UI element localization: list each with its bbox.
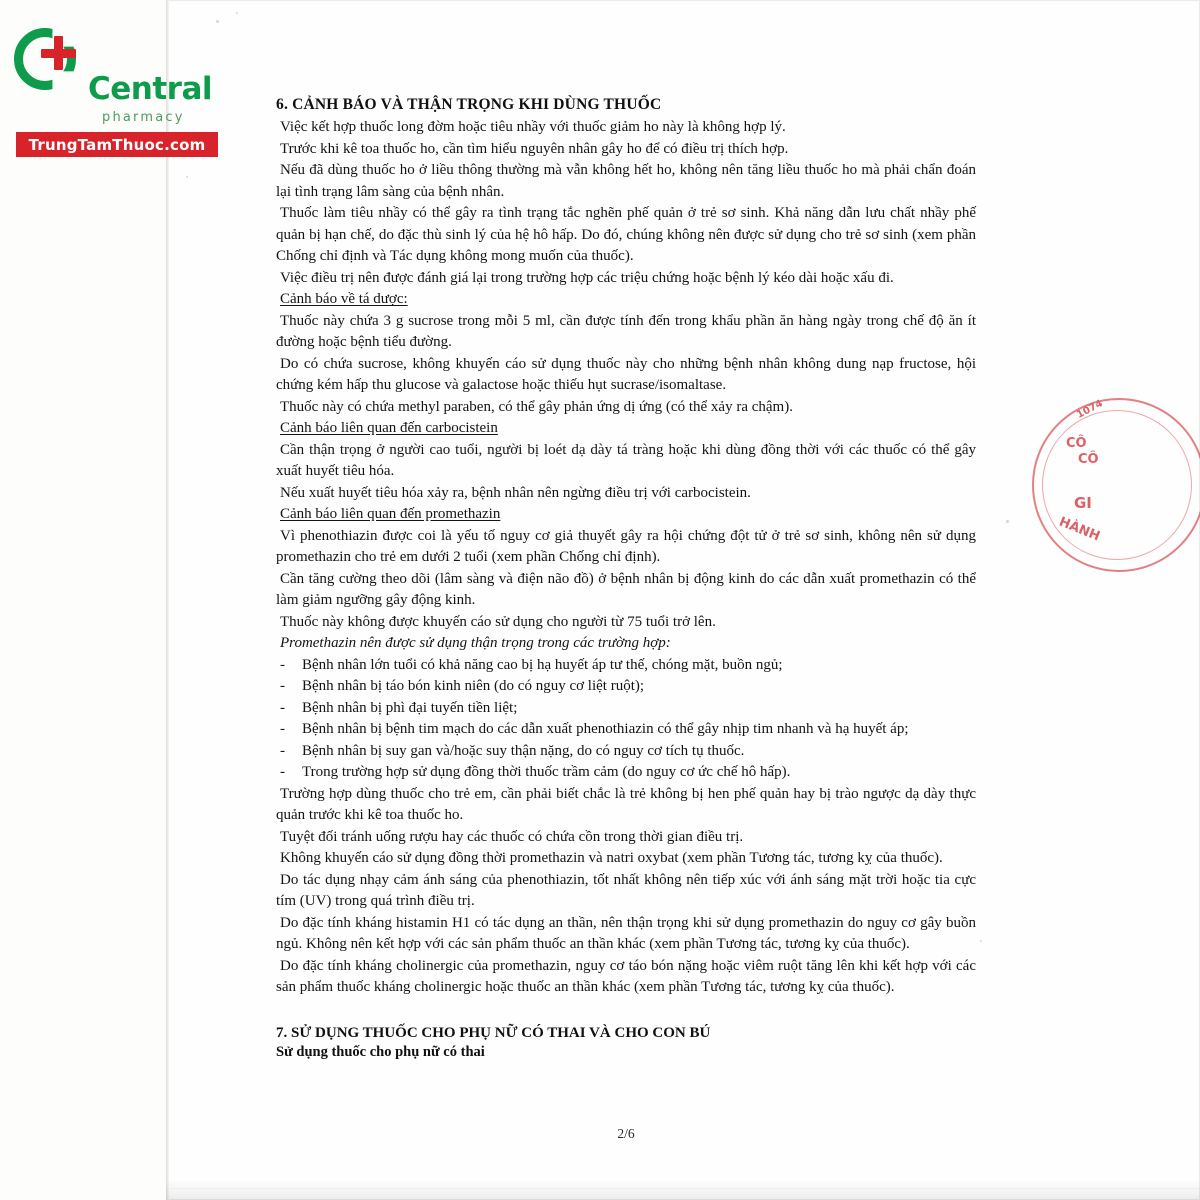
paragraph: Do đặc tính kháng histamin H1 có tác dụng an thần, nên thận trọng khi sử dụng promethazin do nguy cơ gây buồn ngủ. Không nên kết hợp với các sản phẩm thuốc an thần khác (xem phần Tương tác, tương kỵ của thuốc). bbox=[276, 914, 976, 952]
stamp-line-1: 1074 bbox=[1075, 398, 1105, 421]
paragraph: Trường hợp dùng thuốc cho trẻ em, cần phải biết chắc là trẻ không bị hen phế quản hay bị trào ngược dạ dày thực quản trước khi kê toa thuốc ho. bbox=[276, 785, 976, 823]
brand-name: Central bbox=[88, 71, 212, 107]
paragraph: Trước khi kê toa thuốc ho, cần tìm hiểu nguyên nhân gây ho để có điều trị thích hợp. bbox=[280, 140, 789, 157]
stamp-line-5: HÀNH bbox=[1056, 514, 1102, 545]
subheading-excipient-warning: Cảnh báo về tá dược: bbox=[280, 291, 408, 307]
paragraph: Tuyệt đối tránh uống rượu hay các thuốc có chứa cồn trong thời gian điều trị. bbox=[280, 828, 744, 845]
stamp-inner-ring bbox=[1042, 410, 1192, 560]
paragraph: Do có chứa sucrose, không khuyến cáo sử dụng thuốc này cho những bệnh nhân không dung nạp fructose, hội chứng kém hấp thu glucose và galactose hoặc thiếu hụt sucrase/isomaltase. bbox=[276, 355, 976, 393]
paragraph: Nếu đã dùng thuốc ho ở liều thông thường mà vẫn không hết ho, không nên tăng liều thuốc ho mà phải chẩn đoán lại tình trạng lâm sàng của bệnh nhân. bbox=[276, 162, 976, 200]
scan-speck bbox=[186, 176, 188, 178]
paragraph: Do đặc tính kháng cholinergic của promethazin, nguy cơ táo bón nặng hoặc viêm ruột tăng lên khi kết hợp với các sản phẩm thuốc kháng cholinergic hoặc thuốc an thần khác (xem phần Tương tác, tương kỵ của thuốc). bbox=[276, 957, 976, 995]
central-pharmacy-logo-icon bbox=[14, 28, 80, 94]
paragraph: Thuốc làm tiêu nhầy có thể gây ra tình trạng tắc nghẽn phế quản ở trẻ sơ sinh. Khả năng dẫn lưu chất nhầy phế quản bị hạn chế, do đặc thù sinh lý của hệ hô hấp. Do đó, chúng không nên được sử dụng cho trẻ sơ sinh (xem phần Chống chỉ định và Tác dụng không mong muốn của thuốc). bbox=[276, 205, 976, 264]
section-6-heading: 6. CẢNH BÁO VÀ THẬN TRỌNG KHI DÙNG THUỐC bbox=[276, 96, 662, 113]
paragraph: Vì phenothiazin được coi là yếu tố nguy cơ giả thuyết gây ra hội chứng đột tử ở trẻ sơ sinh, không nên sử dụng promethazin cho trẻ em dưới 2 tuổi (xem phần Chống chỉ định). bbox=[276, 527, 976, 565]
subheading-promethazin-warning: Cảnh báo liên quan đến promethazin bbox=[280, 506, 501, 522]
document-text-column bbox=[276, 96, 976, 1061]
logo-cross-horizontal bbox=[41, 49, 76, 58]
stamp-line-3: CÔ bbox=[1078, 452, 1099, 467]
section-7-subheading: Sử dụng thuốc cho phụ nữ có thai bbox=[276, 1043, 485, 1060]
paragraph: Việc điều trị nên được đánh giá lại trong trường hợp các triệu chứng hoặc bệnh lý kéo dài hoặc xấu đi. bbox=[280, 269, 894, 286]
logo-c-ring bbox=[14, 28, 76, 90]
stamp-line-4: GI bbox=[1074, 494, 1092, 512]
paragraph: Việc kết hợp thuốc long đờm hoặc tiêu nhầy với thuốc giảm ho này là không hợp lý. bbox=[280, 119, 786, 135]
stamp-line-2: CÔ bbox=[1066, 436, 1087, 451]
scan-speck bbox=[980, 940, 982, 942]
paragraph: Cần tăng cường theo dõi (lâm sàng và điện não đồ) ở bệnh nhân bị động kinh do các dẫn xuất promethazin có thể làm giảm ngưỡng gây động kinh. bbox=[276, 570, 976, 608]
official-red-stamp bbox=[1056, 398, 1200, 568]
paragraph: Thuốc này chứa 3 g sucrose trong mỗi 5 ml, cần được tính đến trong khẩu phần ăn hàng ngày trong chế độ ăn ít đường hoặc bệnh tiểu đường. bbox=[276, 312, 976, 350]
list-item: - Bệnh nhân lớn tuổi có khả năng cao bị hạ huyết áp tư thế, chóng mặt, buồn ngủ; bbox=[276, 655, 976, 677]
list-item: - Bệnh nhân bị táo bón kinh niên (do có nguy cơ liệt ruột); bbox=[276, 676, 976, 698]
paragraph: Thuốc này có chứa methyl paraben, có thể gây phản ứng dị ứng (có thể xảy ra chậm). bbox=[280, 398, 793, 415]
paper-left-edge bbox=[166, 0, 169, 1200]
scan-speck bbox=[1006, 520, 1009, 523]
paper-bottom-shadow bbox=[166, 1180, 1200, 1200]
paragraph: Thuốc này không được khuyến cáo sử dụng cho người từ 75 tuổi trở lên. bbox=[280, 613, 716, 630]
list-item: - Trong trường hợp sử dụng đồng thời thuốc trầm cảm (do nguy cơ ức chế hô hấp). bbox=[276, 762, 976, 784]
paragraph: Cần thận trọng ở người cao tuổi, người bị loét dạ dày tá tràng hoặc khi dùng đồng thời với các thuốc có thể gây xuất huyết tiêu hóa. bbox=[276, 441, 976, 479]
list-item: - Bệnh nhân bị suy gan và/hoặc suy thận nặng, do có nguy cơ tích tụ thuốc. bbox=[276, 741, 976, 763]
paragraph: Nếu xuất huyết tiêu hóa xảy ra, bệnh nhân nên ngừng điều trị với carbocistein. bbox=[280, 484, 751, 501]
scan-speck bbox=[216, 20, 219, 23]
watermark-url-bar bbox=[16, 132, 218, 157]
brand-subtitle: pharmacy bbox=[102, 110, 185, 125]
paragraph: Do tác dụng nhạy cảm ánh sáng của phenothiazin, tốt nhất không nên tiếp xúc với ánh sáng mặt trời hoặc tia cực tím (UV) trong quá trình điều trị. bbox=[276, 871, 976, 909]
italic-lead-in: Promethazin nên được sử dụng thận trọng trong các trường hợp: bbox=[280, 635, 671, 651]
scan-noise-line bbox=[170, 1188, 1200, 1189]
paragraph: Không khuyến cáo sử dụng đồng thời promethazin và natri oxybat (xem phần Tương tác, tương kỵ của thuốc). bbox=[280, 850, 943, 866]
scan-speck bbox=[236, 12, 238, 14]
section-7-heading: 7. SỬ DỤNG THUỐC CHO PHỤ NỮ CÓ THAI VÀ CHO CON BÚ bbox=[276, 1024, 711, 1041]
list-item: - Bệnh nhân bị phì đại tuyến tiền liệt; bbox=[276, 698, 976, 720]
subheading-carbocistein-warning: Cảnh báo liên quan đến carbocistein bbox=[280, 420, 498, 436]
central-pharmacy-watermark bbox=[14, 26, 220, 154]
watermark-url: TrungTamThuoc.com bbox=[28, 135, 206, 154]
precaution-bullet-list bbox=[276, 655, 976, 784]
scan-left-gutter bbox=[0, 0, 166, 1200]
list-item: - Bệnh nhân bị bệnh tim mạch do các dẫn xuất phenothiazin có thể gây nhịp tim nhanh và hạ huyết áp; bbox=[276, 719, 976, 741]
page-number: 2/6 bbox=[617, 1126, 635, 1141]
